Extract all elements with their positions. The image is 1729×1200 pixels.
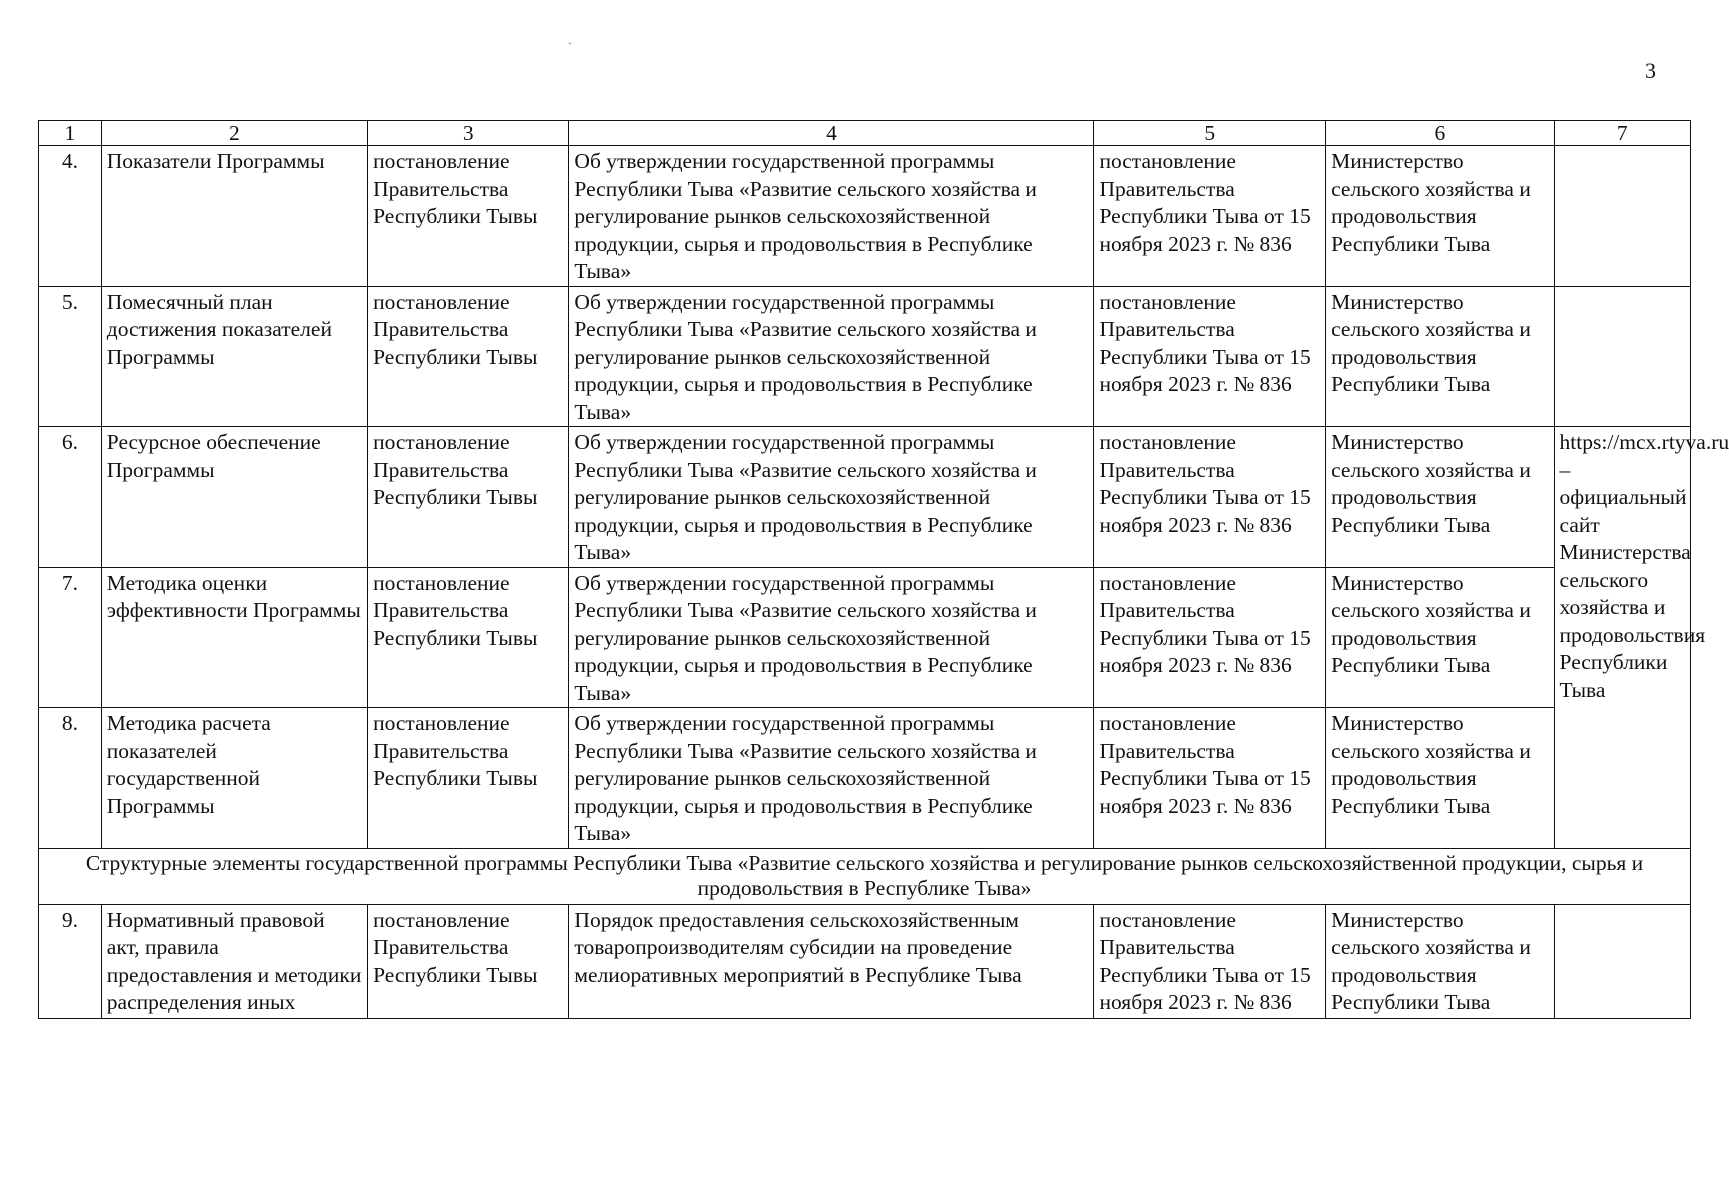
row-number: 4. xyxy=(39,146,102,287)
document-table xyxy=(38,120,1729,1019)
table-row xyxy=(39,904,1691,1018)
approving-act: постановление Правительства Республики Тыва от 15 ноября 2023 г. № 836 xyxy=(1094,567,1326,708)
approving-act: постановление Правительства Республики Тыва от 15 ноября 2023 г. № 836 xyxy=(1094,286,1326,427)
document-name: Показатели Программы xyxy=(101,146,367,287)
column-header: 1 xyxy=(39,121,102,146)
approving-act: постановление Правительства Республики Тыва от 15 ноября 2023 г. № 836 xyxy=(1094,708,1326,849)
approving-act: постановление Правительства Республики Тыва от 15 ноября 2023 г. № 836 xyxy=(1094,904,1326,1018)
document-type: постановление Правительства Республики Тывы xyxy=(368,904,569,1018)
document-title: Об утверждении государственной программы Республики Тыва «Развитие сельского хозяйства и регулирование рынков сельскохозяйственной продукции, сырья и продовольствия в Республике Тыва» xyxy=(569,427,1094,568)
row-number: 9. xyxy=(39,904,102,1018)
table-row xyxy=(39,146,1691,287)
row-number: 5. xyxy=(39,286,102,427)
page-number: 3 xyxy=(1645,58,1656,83)
table-row xyxy=(39,708,1691,849)
approving-act: постановление Правительства Республики Тыва от 15 ноября 2023 г. № 836 xyxy=(1094,427,1326,568)
section-row xyxy=(39,848,1691,904)
document-name: Помесячный план достижения показателей Программы xyxy=(101,286,367,427)
responsible-agency: Министерство сельского хозяйства и продовольствия Республики Тыва xyxy=(1326,567,1554,708)
column-header: 2 xyxy=(101,121,367,146)
document-title: Об утверждении государственной программы Республики Тыва «Развитие сельского хозяйства и регулирование рынков сельскохозяйственной продукции, сырья и продовольствия в Республике Тыва» xyxy=(569,146,1094,287)
responsible-agency: Министерство сельского хозяйства и продовольствия Республики Тыва xyxy=(1326,708,1554,849)
column-header: 7 xyxy=(1554,121,1690,146)
document-name: Нормативный правовой акт, правила предоставления и методики распределения иных xyxy=(101,904,367,1018)
document-type: постановление Правительства Республики Тывы xyxy=(368,286,569,427)
table-header-row xyxy=(39,121,1691,146)
responsible-agency: Министерство сельского хозяйства и продовольствия Республики Тыва xyxy=(1326,286,1554,427)
document-type: постановление Правительства Республики Тывы xyxy=(368,567,569,708)
empty-cell xyxy=(1554,904,1690,1018)
row-number: 7. xyxy=(39,567,102,708)
document-title: Порядок предоставления сельскохозяйственным товаропроизводителям субсидии на проведение мелиоративных мероприятий в Республике Тыва xyxy=(569,904,1094,1018)
responsible-agency: Министерство сельского хозяйства и продовольствия Республики Тыва xyxy=(1326,904,1554,1018)
document-type: постановление Правительства Республики Тывы xyxy=(368,427,569,568)
document-type: постановление Правительства Республики Тывы xyxy=(368,708,569,849)
responsible-agency: Министерство сельского хозяйства и продовольствия Республики Тыва xyxy=(1326,146,1554,287)
document-name: Ресурсное обеспечение Программы xyxy=(101,427,367,568)
document-title: Об утверждении государственной программы Республики Тыва «Развитие сельского хозяйства и регулирование рынков сельскохозяйственной продукции, сырья и продовольствия в Республике Тыва» xyxy=(569,286,1094,427)
column-header: 4 xyxy=(569,121,1094,146)
table-row xyxy=(39,286,1691,427)
document-type: постановление Правительства Республики Тывы xyxy=(368,146,569,287)
official-site-note: https://mcx.rtyva.ru – официальный сайт Министерства сельского хозяйства и продовольствия Республики Тыва xyxy=(1554,427,1690,849)
empty-cell xyxy=(1554,146,1690,287)
document-title: Об утверждении государственной программы Республики Тыва «Развитие сельского хозяйства и регулирование рынков сельскохозяйственной продукции, сырья и продовольствия в Республике Тыва» xyxy=(569,708,1094,849)
empty-cell xyxy=(1554,286,1690,427)
column-header: 5 xyxy=(1094,121,1326,146)
table-row xyxy=(39,567,1691,708)
section-title: Структурные элементы государственной программы Республики Тыва «Развитие сельского хозяйства и регулирование рынков сельскохозяйственной продукции, сырья и продовольствия в Республике Тыва» xyxy=(39,848,1691,904)
approving-act: постановление Правительства Республики Тыва от 15 ноября 2023 г. № 836 xyxy=(1094,146,1326,287)
responsible-agency: Министерство сельского хозяйства и продовольствия Республики Тыва xyxy=(1326,427,1554,568)
stray-mark: ` xyxy=(568,40,572,54)
document-name: Методика оценки эффективности Программы xyxy=(101,567,367,708)
document-title: Об утверждении государственной программы Республики Тыва «Развитие сельского хозяйства и регулирование рынков сельскохозяйственной продукции, сырья и продовольствия в Республике Тыва» xyxy=(569,567,1094,708)
column-header: 3 xyxy=(368,121,569,146)
row-number: 8. xyxy=(39,708,102,849)
table-row xyxy=(39,427,1691,568)
column-header: 6 xyxy=(1326,121,1554,146)
row-number: 6. xyxy=(39,427,102,568)
document-name: Методика расчета показателей государственной Программы xyxy=(101,708,367,849)
